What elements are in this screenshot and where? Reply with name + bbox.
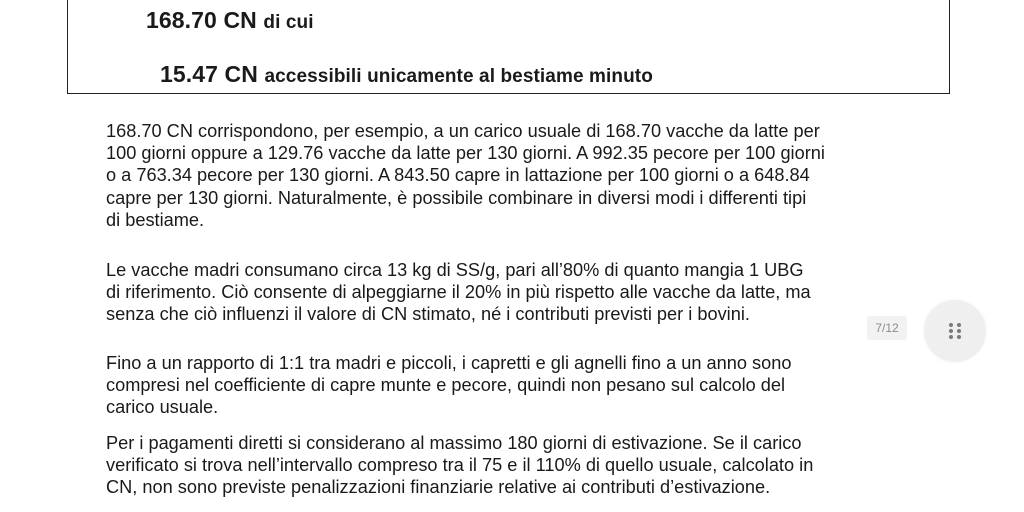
paragraph-direct-payments	[106, 432, 958, 499]
grip-dots-icon	[948, 321, 962, 341]
text-line: CN, non sono previste penalizzazioni finanziarie relative ai contributi d’estivazione.	[106, 477, 771, 498]
small-livestock-cn-suffix: accessibili unicamente al bestiame minuto	[264, 66, 653, 87]
paragraph-usual-load	[106, 120, 958, 231]
text-line: senza che ciò influenzi il valore di CN stimato, né i contributi previsti per i bovini.	[106, 304, 750, 325]
text-line: compresi nel coefficiente di capre munte e pecore, quindi non pesano sul calcolo del	[106, 375, 786, 396]
summary-line-total	[146, 7, 314, 34]
small-livestock-cn-value: 15.47 CN	[160, 61, 258, 87]
text-line: 100 giorni oppure a 129.76 vacche da latte per 130 giorni. A 992.35 pecore per 100 giorni	[106, 143, 825, 164]
text-line: di bestiame.	[106, 209, 205, 230]
text-line: Le vacche madri consumano circa 13 kg di SS/g, pari all’80% di quanto mangia 1 UBG	[106, 260, 804, 280]
paragraph-suckler-cows	[106, 259, 958, 326]
text-line: Per i pagamenti diretti si considerano al massimo 180 giorni di estivazione. Se il carico	[106, 433, 802, 453]
text-line: o a 763.34 pecore per 130 giorni. A 843.50 capre in lattazione per 100 giorni o a 648.84	[106, 165, 810, 186]
text-line: capre per 130 giorni. Naturalmente, è possibile combinare in diversi modi i differenti tipi	[106, 187, 807, 208]
text-line: Fino a un rapporto di 1:1 tra madri e piccoli, i capretti e gli agnelli fino a un anno sono	[106, 353, 792, 373]
summary-line-small-livestock	[160, 61, 653, 88]
page-indicator: 7/12	[867, 316, 907, 340]
text-line: verificato si trova nell’intervallo compreso tra il 75 e il 110% di quello usuale, calcolato in	[106, 455, 814, 476]
text-line: di riferimento. Ciò consente di alpeggiarne il 20% in più rispetto alle vacche da latte, ma	[106, 282, 811, 303]
viewer-menu-button[interactable]	[924, 300, 986, 362]
total-cn-suffix: di cui	[263, 12, 314, 33]
paragraph-young-animals	[106, 352, 958, 419]
total-cn-value: 168.70 CN	[146, 7, 257, 33]
text-line: 168.70 CN corrispondono, per esempio, a un carico usuale di 168.70 vacche da latte per	[106, 121, 820, 141]
text-line: carico usuale.	[106, 397, 219, 418]
